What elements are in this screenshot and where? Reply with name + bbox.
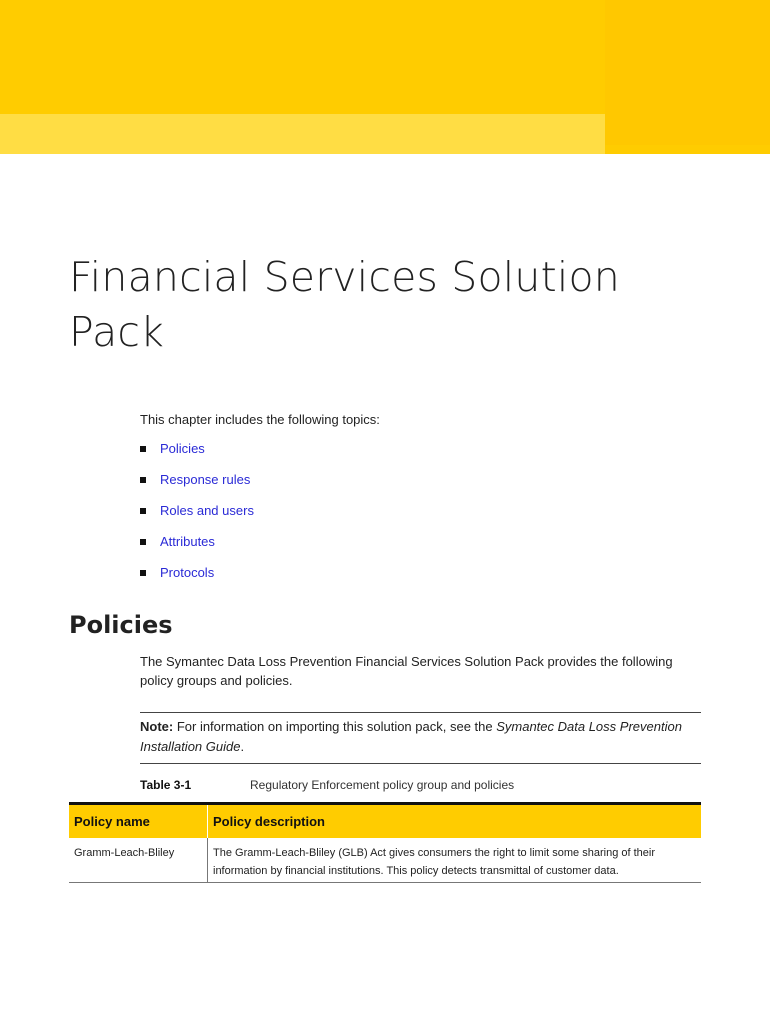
topic-item (140, 472, 254, 503)
note-guide-title: Symantec Data Loss Prevention Installation Guide (140, 719, 682, 754)
bullet-icon (140, 446, 146, 452)
header-banner-block (605, 0, 770, 145)
topic-link-protocols[interactable]: Protocols (160, 565, 215, 580)
table-row (69, 838, 701, 883)
note-box (140, 712, 701, 764)
section-heading-policies: Policies (69, 611, 173, 639)
policies-paragraph: The Symantec Data Loss Prevention Financial Services Solution Pack provides the following policy groups and policies. (140, 654, 673, 688)
topic-item (140, 534, 254, 565)
note-text: For information on importing this solution pack, see the (173, 719, 497, 734)
topic-link-policies[interactable]: Policies (160, 441, 205, 456)
column-header-policy-name: Policy name (69, 804, 208, 839)
table-caption-text: Regulatory Enforcement policy group and policies (250, 778, 515, 792)
topic-item (140, 441, 254, 472)
column-header-policy-description: Policy description (208, 804, 702, 839)
topics-list (140, 441, 254, 596)
bullet-icon (140, 508, 146, 514)
chapter-title: Financial Services Solution Pack (69, 253, 620, 356)
bullet-icon (140, 477, 146, 483)
topic-link-roles-and-users[interactable]: Roles and users (160, 503, 254, 518)
topic-link-response-rules[interactable]: Response rules (160, 472, 251, 487)
note-label: Note: (140, 719, 174, 734)
note-text-end: . (240, 739, 245, 754)
table-header-row (69, 804, 701, 839)
table-number: Table 3-1 (140, 778, 192, 792)
table-caption (140, 778, 700, 792)
header-banner-stripe (0, 114, 605, 154)
bullet-icon (140, 539, 146, 545)
policy-name-cell: Gramm-Leach-Bliley (69, 838, 208, 883)
topic-link-attributes[interactable]: Attributes (160, 534, 215, 549)
policy-table (69, 802, 701, 883)
topic-item (140, 503, 254, 534)
intro-text: This chapter includes the following topics: (140, 412, 380, 427)
topic-item (140, 565, 254, 596)
policy-description-cell: The Gramm-Leach-Bliley (GLB) Act gives consumers the right to limit some sharing of their information by financial institutions. This policy detects transmittal of customer data. (213, 847, 655, 877)
bullet-icon (140, 570, 146, 576)
